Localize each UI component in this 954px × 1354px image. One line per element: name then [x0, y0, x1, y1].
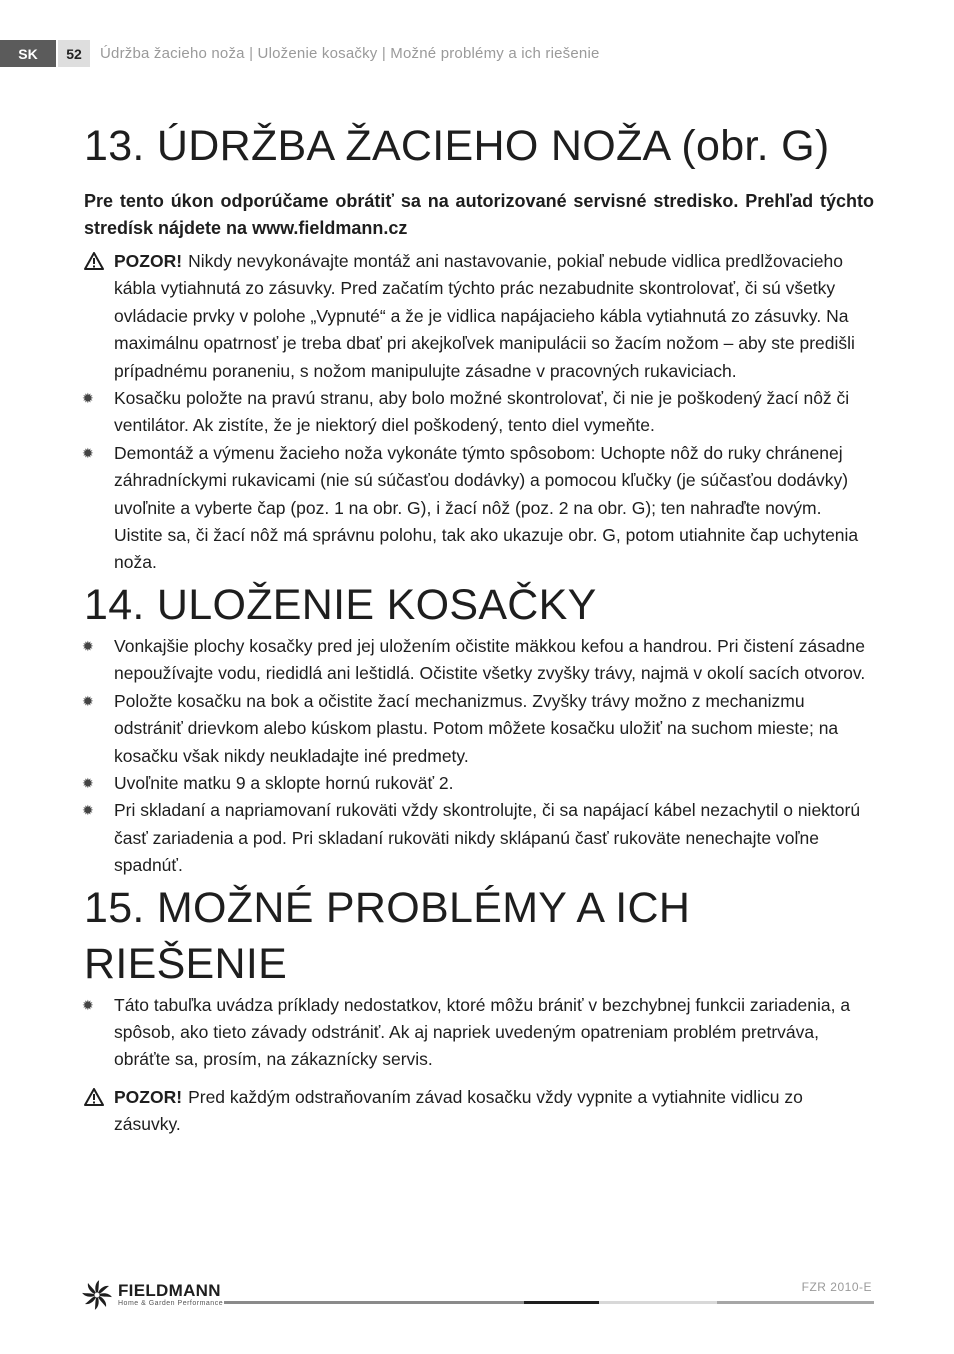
gear-bullet-icon: ✹: [82, 802, 94, 819]
warning-block: [84, 1084, 874, 1139]
gear-bullet-icon: ✹: [82, 390, 94, 407]
gear-bullet-icon: ✹: [82, 692, 94, 709]
language-badge: SK: [0, 40, 56, 67]
footer-rule-gray: [224, 1301, 524, 1304]
list-item: [84, 797, 874, 879]
gear-bullet-icon: ✹: [82, 637, 94, 654]
warning-block: [84, 248, 874, 385]
page-number: 52: [58, 40, 90, 67]
brand-logo: [82, 1280, 223, 1310]
list-item-text: Vonkajšie plochy kosačky pred jej uložením očistite mäkkou kefou a handrou. Pri čistení zásadne nepoužívajte vodu, riedidlá ani leštidlá. Očistite všetky zvyšky trávy, najmä v okolí sacích otvorov.: [114, 635, 866, 684]
section-13-intro: Pre tento úkon odporúčame obrátiť sa na autorizované servisné stredisko. Prehľad týchto stredísk nájdete na www.fieldmann.cz: [84, 191, 874, 238]
gear-bullet-icon: ✹: [82, 996, 94, 1013]
list-item: [84, 440, 874, 577]
model-number: FZR 2010-E: [801, 1280, 872, 1294]
running-header-title: Údržba žacieho noža | Uloženie kosačky | Možné problémy a ich riešenie: [100, 45, 600, 62]
list-item-text: Uvoľnite matku 9 a sklopte hornú rukoväť 2.: [114, 772, 454, 793]
footer-rule-light: [599, 1301, 717, 1304]
warning-triangle-icon: [84, 248, 114, 385]
warning-label: POZOR!: [114, 251, 183, 271]
list-item: [84, 770, 874, 797]
list-item-text: Kosačku položte na pravú stranu, aby bolo možné skontrolovať, či nie je poškodený žací nôž či ventilátor. Ak zistíte, že je niektorý diel poškodený, tento diel vymeňte.: [114, 388, 850, 436]
gear-bullet-icon: ✹: [82, 444, 94, 461]
fan-logo-icon: [82, 1280, 112, 1310]
warning-label: POZOR!: [114, 1086, 183, 1107]
list-item: [84, 633, 874, 688]
list-item: [84, 992, 874, 1074]
footer-rule-mid: [717, 1301, 874, 1304]
page-header: [0, 40, 600, 67]
section-14-title: 14. ULOŽENIE KOSAČKY: [84, 580, 597, 629]
list-item-text: Táto tabuľka uvádza príklady nedostatkov, ktoré môžu brániť v bezchybnej funkcii zariadenia, a spôsob, ako tieto závady odstrániť. Ak aj napriek uvedeným opatreniam problém pretrváva, obráťte sa, prosím, na zákaznícky servis.: [114, 994, 851, 1070]
brand-tagline: Home & Garden Performance: [118, 1300, 224, 1307]
list-item: [84, 385, 874, 440]
warning-text: Pred každým odstraňovaním závad kosačku vždy vypnite a vytiahnite vidlicu zo zásuvky.: [114, 1086, 803, 1135]
footer-rule-black: [524, 1301, 599, 1304]
list-item-text: Pri skladaní a napriamovaní rukoväti vždy skontrolujte, či sa napájací kábel nezachytil o niektorú časť zariadenia a pod. Pri skladaní rukoväti nikdy sklápanú časť rukoväte nenechajte voľne spadnúť.: [114, 800, 861, 876]
list-item: [84, 688, 874, 770]
warning-text: Nikdy nevykonávajte montáž ani nastavovanie, pokiaľ nebude vidlica predlžovacieho kábla vytiahnutá zo zásuvky. Pred začatím týchto prác nezabudnite skontrolovať, či sú všetky ovládacie prvky v polohe „Vypnuté“ a že je vidlica napájacieho kábla vytiahnutá zo zásuvky. Na maximálnu opatrnosť je treba dbať pri akejkoľvek manipulácii so žacím nožom – aby ste predišli prípadnému poraneniu, s nožom manipulujte zásadne v pracovných rukaviciach.: [114, 251, 855, 381]
page-footer: [82, 1276, 874, 1310]
list-item-text: Demontáž a výmenu žacieho noža vykonáte týmto spôsobom: Uchopte nôž do ruky chránenej záhradníckymi rukavicami (nie sú súčasťou dodávky) a pomocou kľučky (je súčasťou dodávky) uvoľnite a vyberte čap (poz. 1 na obr. G), i žací nôž (poz. 2 na obr. G); ten nahraďte novým. Uistite sa, či žací nôž má správnu polohu, tak ako ukazuje obr. G, potom utiahnite čap uchytenia noža.: [114, 442, 859, 573]
list-item-text: Položte kosačku na bok a očistite žací mechanizmus. Zvyšky trávy možno z mechanizmu odstrániť drievkom alebo kúskom plastu. Potom môžete kosačku uložiť na suchom mieste; na kosačku však nikdy neukladajte iné predmety.: [114, 690, 839, 766]
section-13-title: 13. ÚDRŽBA ŽACIEHO NOŽA (obr. G): [84, 122, 830, 170]
brand-name: FIELDMANN: [118, 1281, 221, 1300]
gear-bullet-icon: ✹: [82, 774, 94, 791]
page-content: [84, 118, 874, 1139]
section-15-title: 15. MOŽNÉ PROBLÉMY A ICH RIEŠENIE: [84, 883, 691, 988]
warning-triangle-icon: [84, 1084, 114, 1139]
